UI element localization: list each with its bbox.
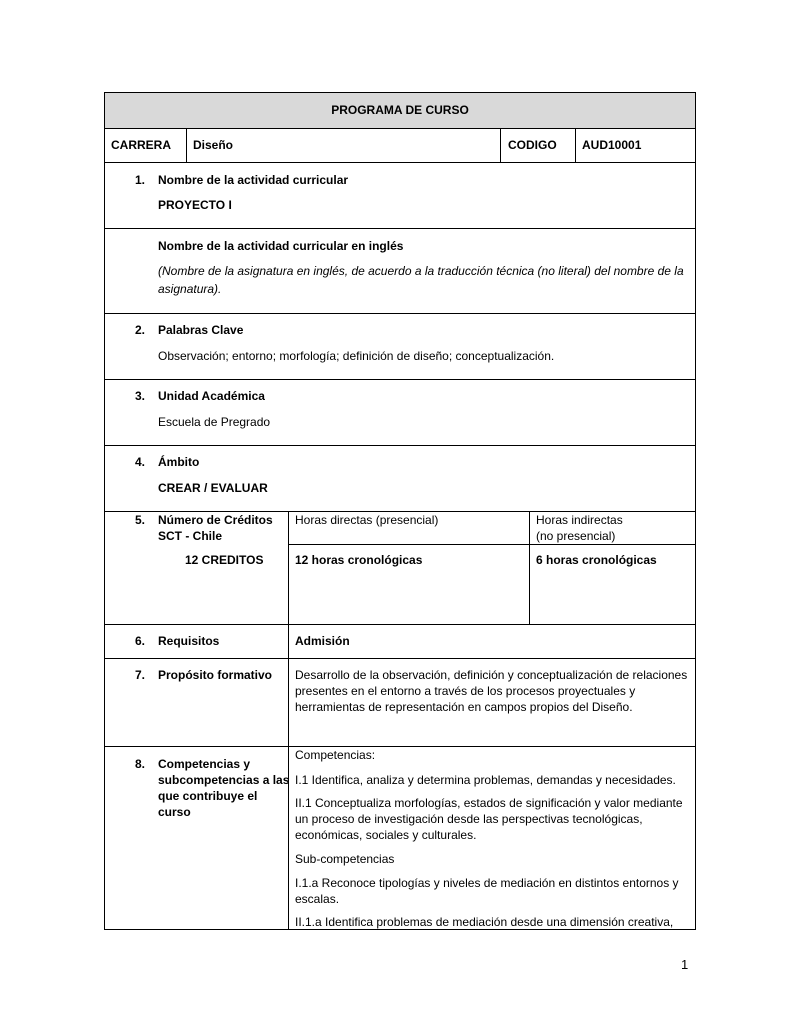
section-5-row [105,512,695,625]
section-7-line-3: herramientas de representación en campos propios del Diseño. [295,700,633,714]
competencias-title: Competencias: [295,748,376,762]
section-5-label-line-1: Número de Créditos [158,513,273,527]
section-8-number: 8. [135,757,146,771]
section-1-row [105,163,695,229]
section-1b-line-2: asignatura). [158,282,222,296]
horas-indirectas-header-line-2: (no presencial) [536,529,616,543]
horas-directas-value: 12 horas cronológicas [295,553,423,567]
section-2-value: Observación; entorno; morfología; definición de diseño; conceptualización. [158,349,555,363]
section-3-label: Unidad Académica [158,389,265,403]
section-8-label-line-4: curso [158,805,191,819]
section-7-label: Propósito formativo [158,668,273,682]
competencia-2-line-1: II.1 Conceptualiza morfologías, estados de significación y valor mediante [295,796,683,810]
section-1b-row [105,229,695,314]
section-7-line-2: presentes en el entorno a través de los procesos proyectuales y [295,684,636,698]
creditos-value: 12 CREDITOS [185,553,264,567]
section-3-number: 3. [135,389,146,403]
codigo-value: AUD10001 [582,138,642,152]
section-8-label-line-1: Competencias y [158,757,251,771]
section-6-label: Requisitos [158,634,220,648]
competencia-1: I.1 Identifica, analiza y determina problemas, demandas y necesidades. [295,773,676,787]
section-1-label: Nombre de la actividad curricular [158,173,349,187]
section-4-label: Ámbito [158,455,200,469]
subcompetencia-1-line-2: escalas. [295,892,340,906]
section-1-number: 1. [135,173,146,187]
section-6-value: Admisión [295,634,350,648]
page-title: PROGRAMA DE CURSO [331,103,469,117]
carrera-row [105,129,695,163]
section-6-number: 6. [135,634,146,648]
section-2-label: Palabras Clave [158,323,244,337]
horas-directas-header: Horas directas (presencial) [295,513,439,527]
codigo-label: CODIGO [508,138,557,152]
title-row [105,93,695,129]
section-8-row [105,747,695,930]
section-6-row [105,625,695,659]
section-7-line-1: Desarrollo de la observación, definición y conceptualización de relaciones [295,668,688,682]
section-1b-label: Nombre de la actividad curricular en inglés [158,239,404,253]
section-1-value: PROYECTO I [158,198,232,212]
section-3-row [105,380,695,446]
section-7-row [105,659,695,747]
horas-indirectas-value: 6 horas cronológicas [536,553,657,567]
section-2-row [105,314,695,380]
carrera-label: CARRERA [111,138,171,152]
section-5-number: 5. [135,513,146,527]
section-5-label-line-2: SCT - Chile [158,529,223,543]
horas-indirectas-header-line-1: Horas indirectas [536,513,623,527]
section-3-value: Escuela de Pregrado [158,415,271,429]
section-2-number: 2. [135,323,146,337]
subcompetencias-title: Sub-competencias [295,852,395,866]
page-number: 1 [681,957,689,972]
section-8-label-line-2: subcompetencias a las [158,773,290,787]
section-1b-line-1: (Nombre de la asignatura en inglés, de acuerdo a la traducción técnica (no literal) del nombre de la [158,264,684,278]
competencia-2-line-2: un proceso de investigación desde las perspectivas tecnológicas, [295,812,643,826]
section-7-number: 7. [135,668,146,682]
subcompetencia-2-line-1: II.1.a Identifica problemas de mediación desde una dimensión creativa, [295,915,674,929]
section-4-number: 4. [135,455,146,469]
section-8-label-line-3: que contribuye el [158,789,258,803]
subcompetencia-1-line-1: I.1.a Reconoce tipologías y niveles de mediación en distintos entornos y [295,876,679,890]
course-program-table [104,92,696,930]
competencia-2-line-3: económicas, sociales y culturales. [295,828,477,842]
section-4-row [105,446,695,512]
carrera-value: Diseño [193,138,234,152]
section-4-value: CREAR / EVALUAR [158,481,268,495]
